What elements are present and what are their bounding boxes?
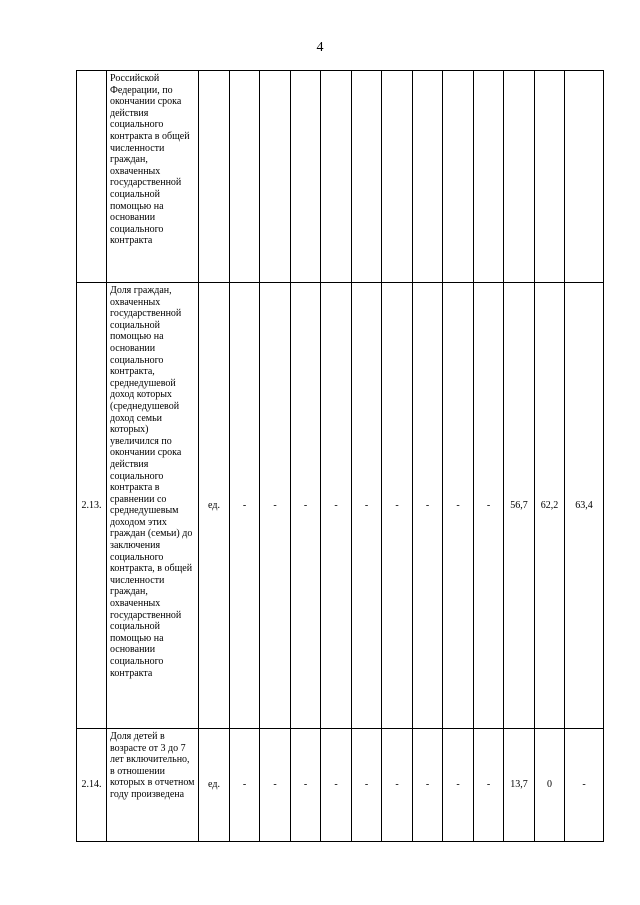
value-cell: 56,7 [504,283,535,729]
indicators-table [76,70,604,842]
value-cell: - [443,283,474,729]
value-cell [474,71,504,283]
value-cell: - [321,283,352,729]
value-cell [413,71,443,283]
unit-cell: ед. [199,283,230,729]
value-cell: 0 [535,729,565,842]
value-cell: - [474,283,504,729]
value-cell: - [565,729,604,842]
value-cell: - [321,729,352,842]
value-cell: - [352,283,382,729]
value-cell [352,71,382,283]
value-cell: - [382,283,413,729]
value-cell: - [443,729,474,842]
value-cell: - [291,283,321,729]
value-cell [230,71,260,283]
indicator-description: Доля граждан, охваченных государственной социальной помощью на основании социального контракта, среднедушевой доход которых (среднедушевой доход семьи которых) увеличился по окончании срока действия социального контракта в сравнении со среднедушевым доходом этих граждан (семьи) до заключения социального контракта, в общей численности граждан, охваченных государственной социальной помощью на основании социального контракта [107,283,199,729]
value-cell [504,71,535,283]
value-cell: - [260,729,291,842]
row-number-cell: 2.14. [77,729,107,842]
value-cell [321,71,352,283]
value-cell: - [382,729,413,842]
value-cell: - [413,729,443,842]
value-cell: - [291,729,321,842]
value-cell: - [230,729,260,842]
value-cell: - [413,283,443,729]
unit-cell: ед. [199,729,230,842]
value-cell: - [230,283,260,729]
value-cell [443,71,474,283]
value-cell: 63,4 [565,283,604,729]
value-cell [382,71,413,283]
table-row [77,729,604,842]
indicator-description: Российской Федерации, по окончании срока действия социального контракта в общей численности граждан, охваченных государственной социальной помощью на основании социального контракта [107,71,199,283]
value-cell: 13,7 [504,729,535,842]
indicator-description: Доля детей в возрасте от 3 до 7 лет включительно, в отношении которых в отчетном году произведена [107,729,199,842]
value-cell: 62,2 [535,283,565,729]
unit-cell [199,71,230,283]
table-row [77,71,604,283]
value-cell [565,71,604,283]
value-cell: - [474,729,504,842]
value-cell: - [352,729,382,842]
value-cell [260,71,291,283]
table-row [77,283,604,729]
page-number: 4 [316,40,324,55]
value-cell [535,71,565,283]
row-number-cell: 2.13. [77,283,107,729]
value-cell [291,71,321,283]
value-cell: - [260,283,291,729]
row-number-cell [77,71,107,283]
